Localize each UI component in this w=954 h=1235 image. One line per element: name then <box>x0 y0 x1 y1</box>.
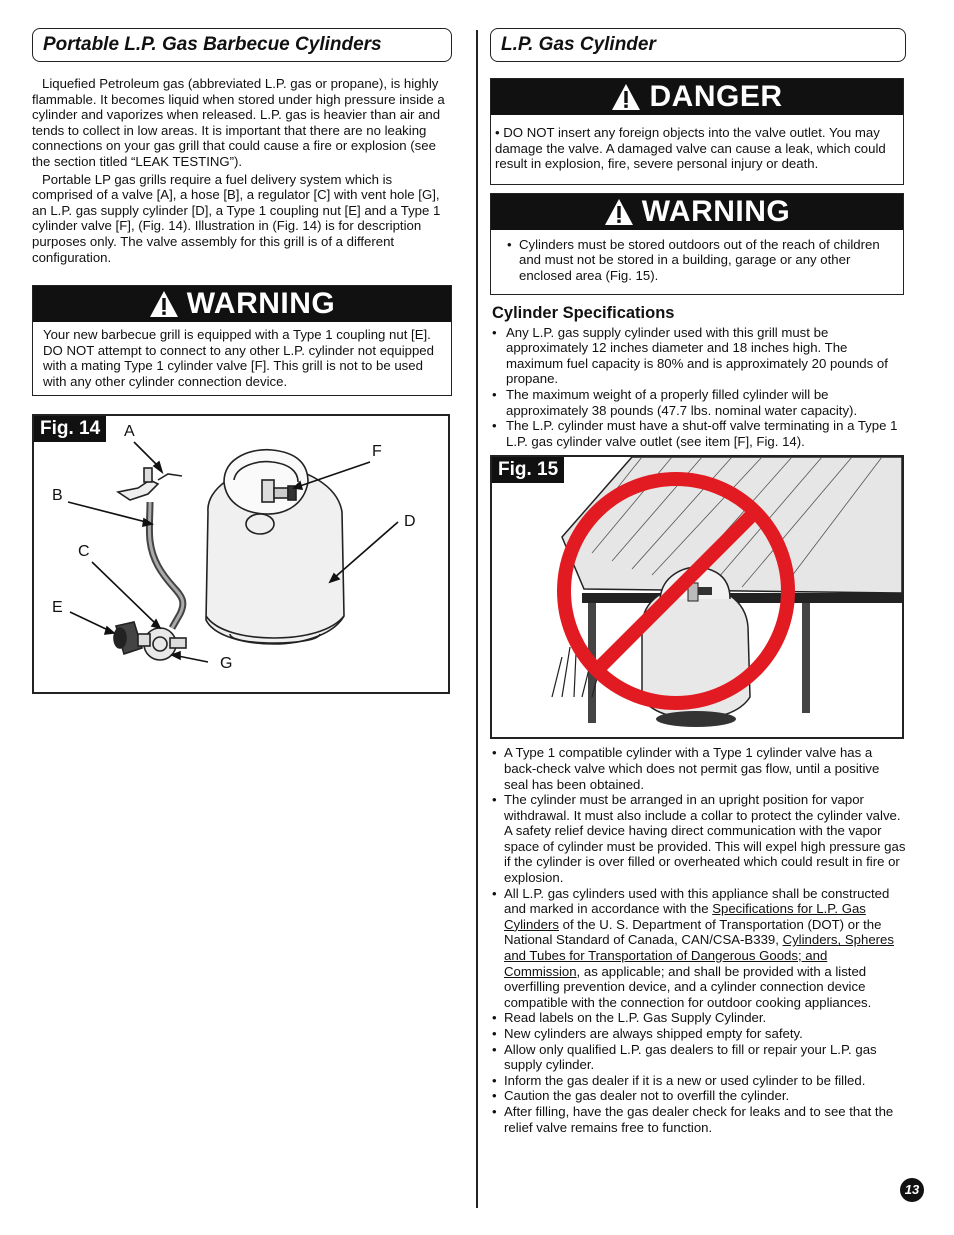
requirement-item: • New cylinders are always shipped empty for safety. <box>490 1026 906 1042</box>
cylinder-requirements-list <box>490 745 906 1135</box>
fig-15-label: Fig. 15 <box>492 457 564 483</box>
requirement-item: • Allow only qualified L.P. gas dealers to fill or repair your L.P. gas supply cylinder. <box>490 1042 906 1073</box>
danger-label: DANGER <box>649 80 783 114</box>
spec-heading: Cylinder Specifications <box>492 303 675 322</box>
spec-item: • Any L.P. gas supply cylinder used with this grill must be approximately 12 inches diameter and 18 inches high. The maximum fuel capacity is 80% and is approximately 20 pounds of propane. <box>490 325 906 387</box>
danger-triangle-icon <box>611 83 641 111</box>
dot-specifications-reference: Specifications for L.P. Gas Cylinders <box>504 901 866 932</box>
callout-b: B <box>52 486 63 504</box>
callout-e: E <box>52 598 63 616</box>
warning-triangle-icon <box>604 198 634 226</box>
spec-item: • The L.P. cylinder must have a shut-off valve terminating in a Type 1 L.P. gas cylinder valve outlet (see item [F], Fig. 14). <box>490 418 906 449</box>
garage-storage-prohibited-illustration <box>492 457 902 737</box>
danger-header <box>491 79 903 115</box>
left-column <box>32 28 452 694</box>
section-title-lp-cylinder: L.P. Gas Cylinder <box>490 28 906 62</box>
fuel-system-illustration <box>34 416 448 692</box>
page-number: 13 <box>900 1178 924 1202</box>
requirement-item: • After filling, have the gas dealer check for leaks and to see that the relief valve remains free to function. <box>490 1104 906 1135</box>
intro-paragraph: Liquefied Petroleum gas (abbreviated L.P. gas or propane), is highly flammable. It becomes liquid when stored under high pressure inside a cylinder and vaporizes when released. L.P. gas is heavier than air and tends to collect in low areas. It is important that there are no leaking connections on your gas grill that could cause a fire or explosion (see the section titled “LEAK TESTING”). <box>32 76 445 169</box>
fuel-system-paragraph: Portable LP gas grills require a fuel delivery system which is comprised of a valve [A], a hose [B], a regulator [C] with vent hole [G], an L.P. gas supply cylinder [D], a Type 1 coupling nut [E] and a Type 1 cylinder valve [F], (Fig. 14). Illustration in (Fig. 14) is for description purposes only. The valve assembly for this grill is of a different configuration. <box>32 171 441 265</box>
storage-warning-text: • Cylinders must be stored outdoors out of the reach of children and must not be stored in a building, garage or any other enclosed area (Fig. 15). <box>505 237 883 284</box>
requirement-item: • Caution the gas dealer not to overfill the cylinder. <box>490 1088 906 1104</box>
warning-body: Your new barbecue grill is equipped with a Type 1 coupling nut [E]. DO NOT attempt to connect to any other L.P. cylinder not equipped with a mating Type 1 cylinder valve [F]. This grill is not to be used with any other cylinder connection device. <box>43 327 434 389</box>
warning-box-storage <box>490 193 904 295</box>
spec-list <box>490 325 906 450</box>
callout-f: F <box>372 442 382 460</box>
warning-box-coupling <box>32 285 452 395</box>
requirement-item: • The cylinder must be arranged in an upright position for vapor withdrawal. It must also include a collar to protect the cylinder valve. A safety relief device having direct communication with the vapor space of cylinder must be provided. This will expel high pressure gas if the cylinder is over filled or overheated which could result in fire or explosion. <box>490 792 906 886</box>
warning-label: WARNING <box>186 287 336 321</box>
requirement-item: • Inform the gas dealer if it is a new or used cylinder to be filled. <box>490 1073 906 1089</box>
danger-body: • DO NOT insert any foreign objects into the valve outlet. You may damage the valve. A damaged valve can cause a leak, which could result in explosion, fire, severe personal injury or death. <box>495 125 886 172</box>
column-divider <box>476 30 478 1208</box>
warning-header <box>33 286 451 322</box>
callout-d: D <box>404 512 416 530</box>
spec-item: • The maximum weight of a properly filled cylinder will be approximately 38 pounds (47.7 lbs. nominal water capacity). <box>490 387 906 418</box>
figure-14 <box>32 414 450 694</box>
requirement-item: • A Type 1 compatible cylinder with a Type 1 cylinder valve has a back-check valve which does not permit gas flow, until a positive seal has been obtained. <box>490 745 906 792</box>
warning-label-storage: WARNING <box>641 194 791 228</box>
requirement-item-standards: • All L.P. gas cylinders used with this appliance shall be constructed and marked in accordance with the Specifications for L.P. Gas Cylinders of the U. S. Department of Transportation (DOT) or the National Standard of Canada, CAN/CSA-B339, Cylinders, Spheres and Tubes for Transportation of Dangerous Goods; and Commission, as applicable; and shall be provided with a listed overfilling prevention device, and a cylinder connection device compatible with the connection for outdoor cooking appliances. <box>490 886 906 1011</box>
callout-a: A <box>124 422 135 440</box>
requirement-item: • Read labels on the L.P. Gas Supply Cylinder. <box>490 1010 906 1026</box>
warning-triangle-icon <box>149 290 179 318</box>
section-title-portable-cylinders: Portable L.P. Gas Barbecue Cylinders <box>32 28 452 62</box>
callout-g: G <box>220 654 233 672</box>
warning-header-storage <box>491 194 903 230</box>
right-column <box>490 28 906 1135</box>
figure-15 <box>490 455 904 739</box>
callout-c: C <box>78 542 90 560</box>
csa-standard-reference: Cylinders, Spheres and Tubes for Transportation of Dangerous Goods; and Commission <box>504 932 894 979</box>
fig-14-label: Fig. 14 <box>34 416 106 442</box>
danger-box <box>490 78 904 185</box>
